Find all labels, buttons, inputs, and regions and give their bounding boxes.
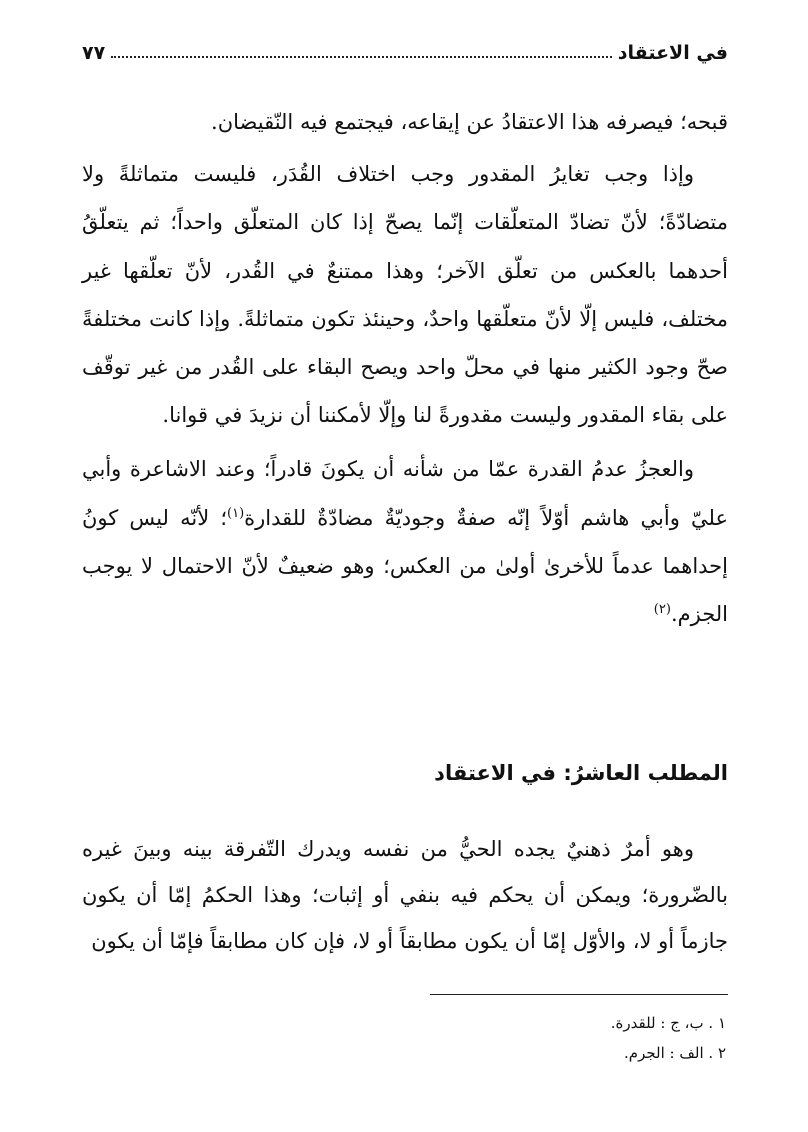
paragraph-4: وهو أمرٌ ذهنيٌ يجده الحيُّ من نفسه ويدرك التّفرقة بينه وبينَ غيره بالضّرورة؛ ويمكن أن يحكم فيه بنفي أو إثبات؛ وهذا الحكمُ إمّا أن يكون جازماً أو لا، والأوّل إمّا أن يكون مطابقاً أو لا، فإن كان مطابقاً فإمّا أن يكون — [82, 837, 728, 953]
section-heading: المطلب العاشرُ: في الاعتقاد — [434, 761, 728, 785]
footnote-2: ٢ . الف : الجرم. — [624, 1044, 726, 1062]
footnote-divider — [430, 994, 728, 995]
section-text — [82, 826, 728, 964]
paragraph-3-part-1: والعجزُ عدمُ القدرة عمّا من شأنه أن يكونَ قادراً؛ وعند الاشاعرة وأبي عليّ وأبي هاشم أوّلاً إنّه صفةٌ وجوديّةٌ مضادّةٌ للقدارة — [82, 457, 728, 530]
footnote-ref-2: (٢) — [653, 602, 671, 618]
footnotes — [300, 1008, 726, 1068]
paragraph-3 — [82, 445, 728, 638]
paragraph-2: وإذا وجب تغايرُ المقدور وجب اختلاف القُدَر، فليست متماثلةً ولا متضادّةً؛ لأنّ تضادّ المتعلّقات إنّما يصحّ إذا كان المتعلّق واحداً؛ ثم يتعلّقُ أحدهما بالعكس من تعلّق الآخر؛ وهذا ممتنعٌ في القُدر، لأنّ تعلّقها غير مختلف، فليس إلّا لأنّ متعلّقها واحدٌ، وحينئذ تكون متماثلةً. وإذا كانت مختلفةً صحّ وجود الكثير منها في محلّ واحد ويصح البقاء على القُدر من غير توقّف على بقاء المقدور وليست مقدورةً لنا وإلّا لأمكننا أن نزيدَ في قوانا. — [82, 162, 728, 428]
main-text — [82, 98, 728, 638]
footnote-ref-1: (١) — [227, 505, 245, 521]
paragraph-3-part-2: ؛ لأنّه ليس كونُ إحداهما عدماً للأخرىٰ أولىٰ من العكس؛ وهو ضعيفٌ لأنّ الاحتمال لا يوجب الجزم. — [82, 505, 728, 627]
running-title: في الاعتقاد — [617, 42, 728, 64]
page-number: ٧٧ — [82, 42, 106, 64]
footnote-1: ١ . ب، ج : للقدرة. — [610, 1014, 726, 1032]
page-header — [82, 30, 728, 64]
paragraph-1: قبحه؛ فيصرفه هذا الاعتقادُ عن إيقاعه، فيجتمع فيه النّقيضان. — [211, 110, 728, 134]
dotted-leader — [111, 55, 612, 58]
